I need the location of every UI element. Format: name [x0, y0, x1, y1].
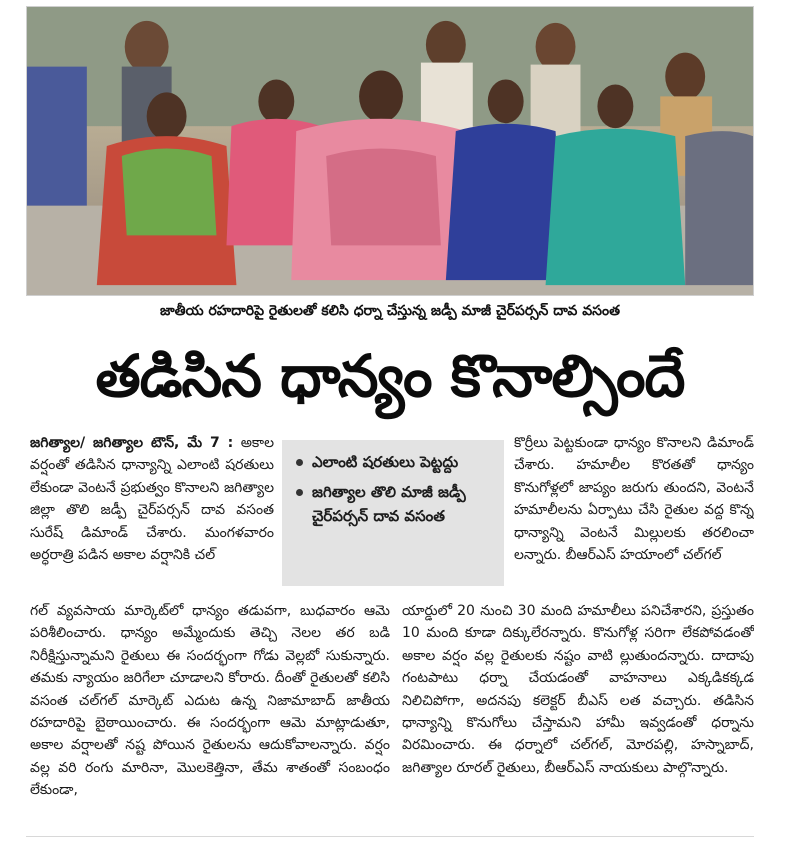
- article-column-left-upper: [30, 432, 274, 600]
- photo-caption: జాతీయ రహదారిపై రైతులతో కలిసి ధర్నా చేస్తున్న జడ్పీ మాజీ చైర్‌పర్సన్ దావ వసంత: [160, 303, 620, 319]
- dateline: జగిత్యాల/ జగిత్యాల టౌన్, మే 7 :: [30, 435, 234, 451]
- protest-photo-icon: [27, 7, 753, 295]
- divider: [26, 836, 754, 837]
- highlight-item: జగిత్యాల తొలి మాజీ జడ్పీ చైర్‌పర్సన్ దావ వసంత: [292, 480, 494, 528]
- article-column-right-upper: కొర్రీలు పెట్టకుండా ధాన్యం కొనాలని డిమాండ్ చేశారు. హమాలీల కొరతతో ధాన్యం కొనుగోళ్లలో జాప్యం జరుగు తుందని, వెంటనే హమాలీలను ఏర్పాటు చేసి రైతుల వద్ద కొన్న ధాన్యాన్ని వెంటనే మిల్లులకు తరలించా లన్నారు. బీఆర్‌ఎస్ హయాంలో చల్‌గల్: [514, 435, 754, 564]
- headline: తడిసిన ధాన్యం కొనాల్సిందే: [95, 342, 685, 410]
- highlight-item: ఎలాంటి షరతులు పెట్టద్దు: [292, 450, 494, 474]
- highlights-box: [282, 440, 504, 586]
- article-column-right-lower: యార్డులో 20 నుంచి 30 మంది హమాలీలు పనిచేశారని, ప్రస్తుతం 10 మంది కూడా దిక్కులేరన్నారు. కొనుగోళ్ల సరిగా లేకపోవడంతో అకాల వర్షం వల్ల రైతులకు నష్టం వాటి ల్లుతుందన్నారు. దాదాపు గంటపాటు ధర్నా చేయడంతో వాహనాలు ఎక్కడికక్కడ నిలిచిపోగా, అదనపు కలెక్టర్ బీఎస్ లత వచ్చారు. తడిసిన ధాన్యాన్ని కొనుగోలు చేస్తామని హామీ ఇవ్వడంతో ధర్నాను విరమించారు. ఈ ధర్నాలో చల్‌గల్, మోరపల్లి, హస్నాబాద్, జగిత్యాల రూరల్ రైతులు, బీఆర్‌ఎస్ నాయకులు పాల్గొన్నారు.: [402, 603, 754, 776]
- highlights-list: [292, 450, 494, 528]
- article-column-left-lower: గల్ వ్యవసాయ మార్కెట్‌లో ధాన్యం తడువగా, బుధవారం ఆమె పరిశీలించారు. ధాన్యం అమ్మేందుకు తెచ్చి నెలల తర బడి నిరీక్షిస్తున్నామని రైతులు ఈ సందర్భంగా గోడు వెల్లబో సుకున్నారు. తమకు న్యాయం జరిగేలా చూడాలని కోరారు. దీంతో రైతులతో కలిసి వసంత చల్‌గల్ మార్కెట్ ఎదుట ఉన్న నిజామాబాద్ జాతీయ రహదారిపై బైఠాయించారు. ఈ సందర్భంగా ఆమె మాట్లాడుతూ, అకాల వర్షాలతో నష్ట పోయిన రైతులను ఆదుకోవాలన్నారు. వర్షం వల్ల వరి రంగు మారినా, మొలకెత్తినా, తేమ శాతంతో సంబంధం లేకుండా,: [30, 603, 390, 799]
- article-text-left-upper: అకాల వర్షంతో తడిసిన ధాన్యాన్ని ఎలాంటి షరతులు లేకుండా వెంటనే ప్రభుత్వం కొనాలని జగిత్యాల జిల్లా తొలి జడ్పీ చైర్‌పర్సన్ దావ వసంత సురేష్ డిమాండ్ చేశారు. మంగళవారం అర్ధరాత్రి పడిన అకాల వర్షానికి చల్: [30, 435, 274, 564]
- news-photo: [26, 6, 754, 296]
